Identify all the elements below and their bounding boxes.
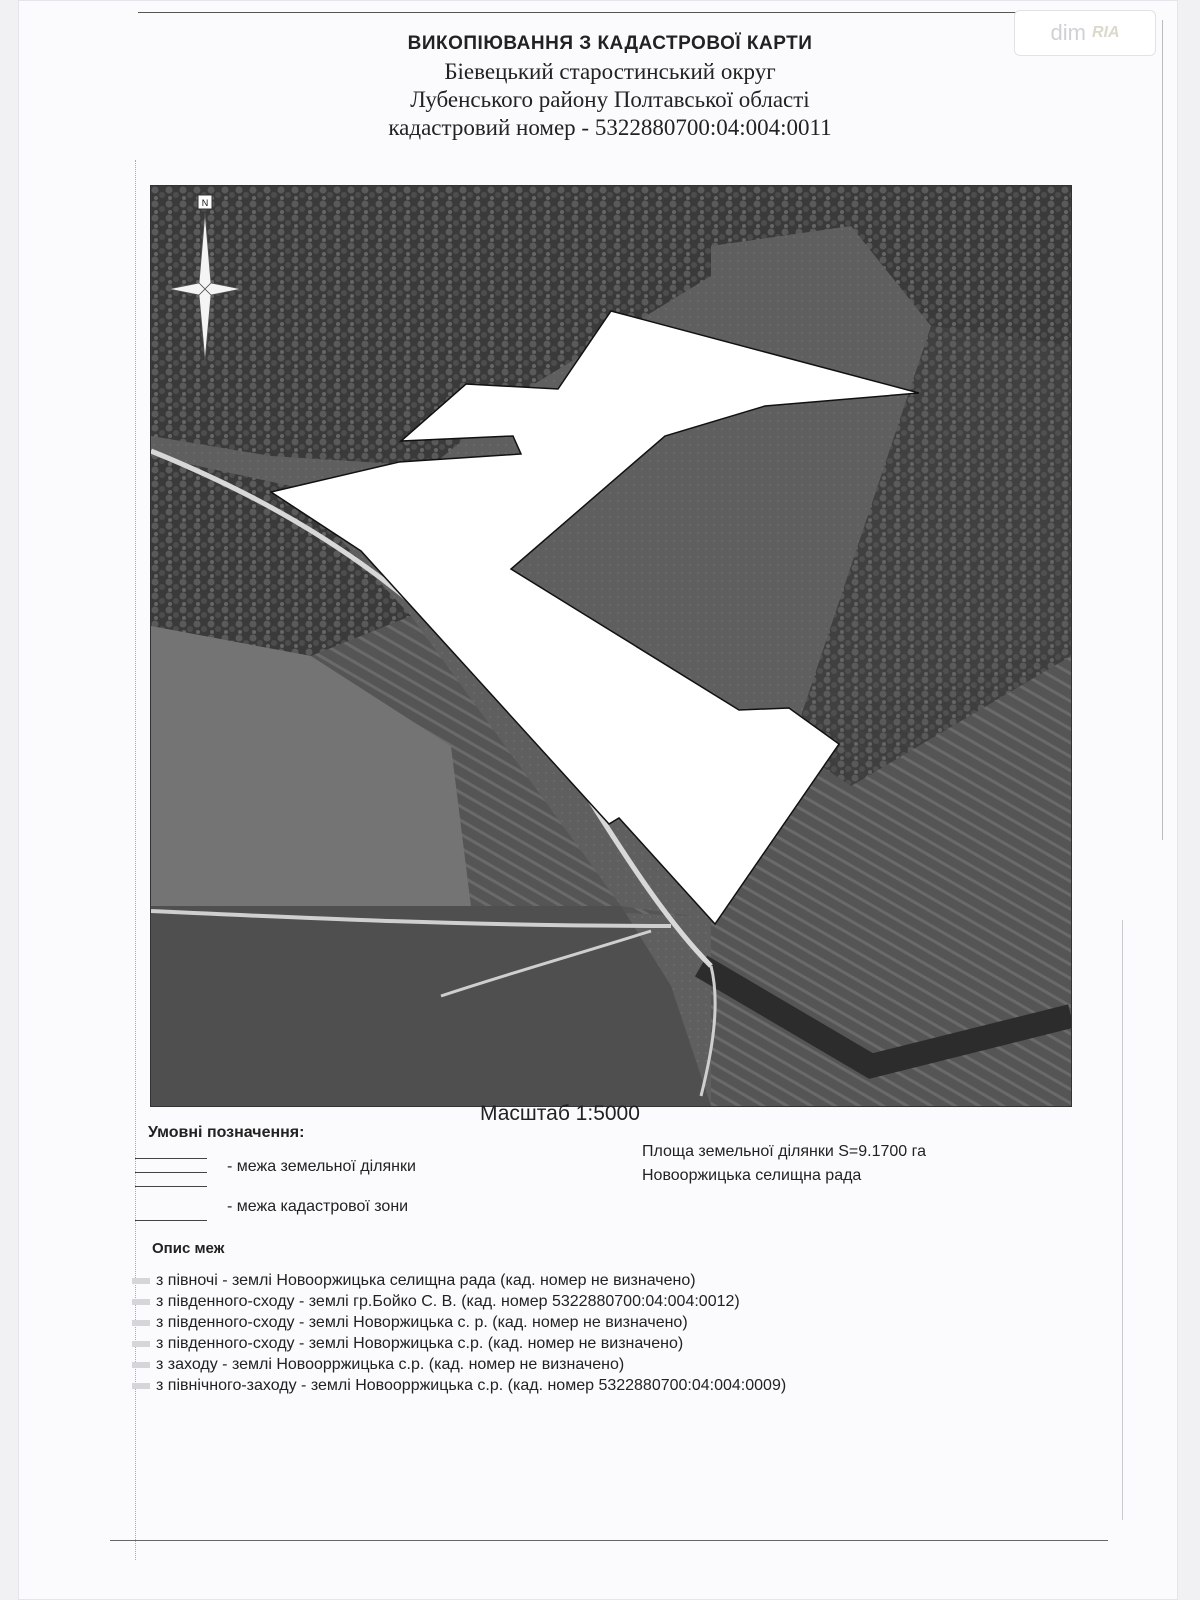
boundary-item: з північного-заходу - землі Новоорржицька с.р. (кад. номер 5322880700:04:004:0009) <box>132 1375 786 1396</box>
top-rule <box>138 12 1030 13</box>
right-margin-rule-lower <box>1122 920 1123 1520</box>
boundary-item: з південного-сходу - землі Новоржицька с. р. (кад. номер не визначено) <box>132 1312 786 1333</box>
compass-label: N <box>201 198 209 208</box>
council-name: Новооржицька селищна рада <box>642 1167 862 1184</box>
cadastral-map <box>150 185 1072 1107</box>
parcel-area: Площа земельної ділянки S=9.1700 га <box>642 1143 927 1160</box>
parcel-boundary-symbol <box>135 1158 207 1198</box>
legend-item-label: - межа земельної ділянки <box>227 1158 416 1175</box>
header-line-1: Біевецький старостинський округ <box>444 59 776 84</box>
map-scale: Масштаб 1:5000 <box>480 1102 640 1125</box>
boundary-item: з заходу - землі Новоорржицька с.р. (кад. номер не визначено) <box>132 1354 786 1375</box>
legend-title: Умовні позначення: <box>148 1124 305 1141</box>
boundaries-list <box>132 1270 786 1396</box>
boundary-item: з південного-сходу - землі гр.Бойко С. В. (кад. номер 5322880700:04:004:0012) <box>132 1291 786 1312</box>
north-arrow-icon <box>165 191 245 371</box>
header-line-2: Лубенського району Полтавської області <box>410 87 810 112</box>
boundary-item: з південного-сходу - землі Новоржицька с.р. (кад. номер не визначено) <box>132 1333 786 1354</box>
boundaries-title: Опис меж <box>152 1240 225 1257</box>
watermark-right: RIA <box>1091 24 1120 41</box>
boundary-item: з півночі - землі Новооржицька селищна рада (кад. номер не визначено) <box>132 1270 786 1291</box>
map-imagery <box>151 186 1071 1106</box>
document-title: ВИКОПІЮВАННЯ З КАДАСТРОВОЇ КАРТИ <box>407 33 813 54</box>
field-south <box>151 906 711 1106</box>
watermark-left: dim <box>1050 20 1086 45</box>
right-margin-rule <box>1162 20 1163 840</box>
header-line-3: кадастровий номер - 5322880700:04:004:0011 <box>388 115 832 140</box>
document-header <box>120 30 1100 142</box>
zone-boundary-symbol <box>135 1198 207 1238</box>
bottom-rule <box>110 1540 1108 1541</box>
legend-item-label: - межа кадастрової зони <box>227 1198 409 1215</box>
parcel-area-block <box>642 1140 926 1188</box>
